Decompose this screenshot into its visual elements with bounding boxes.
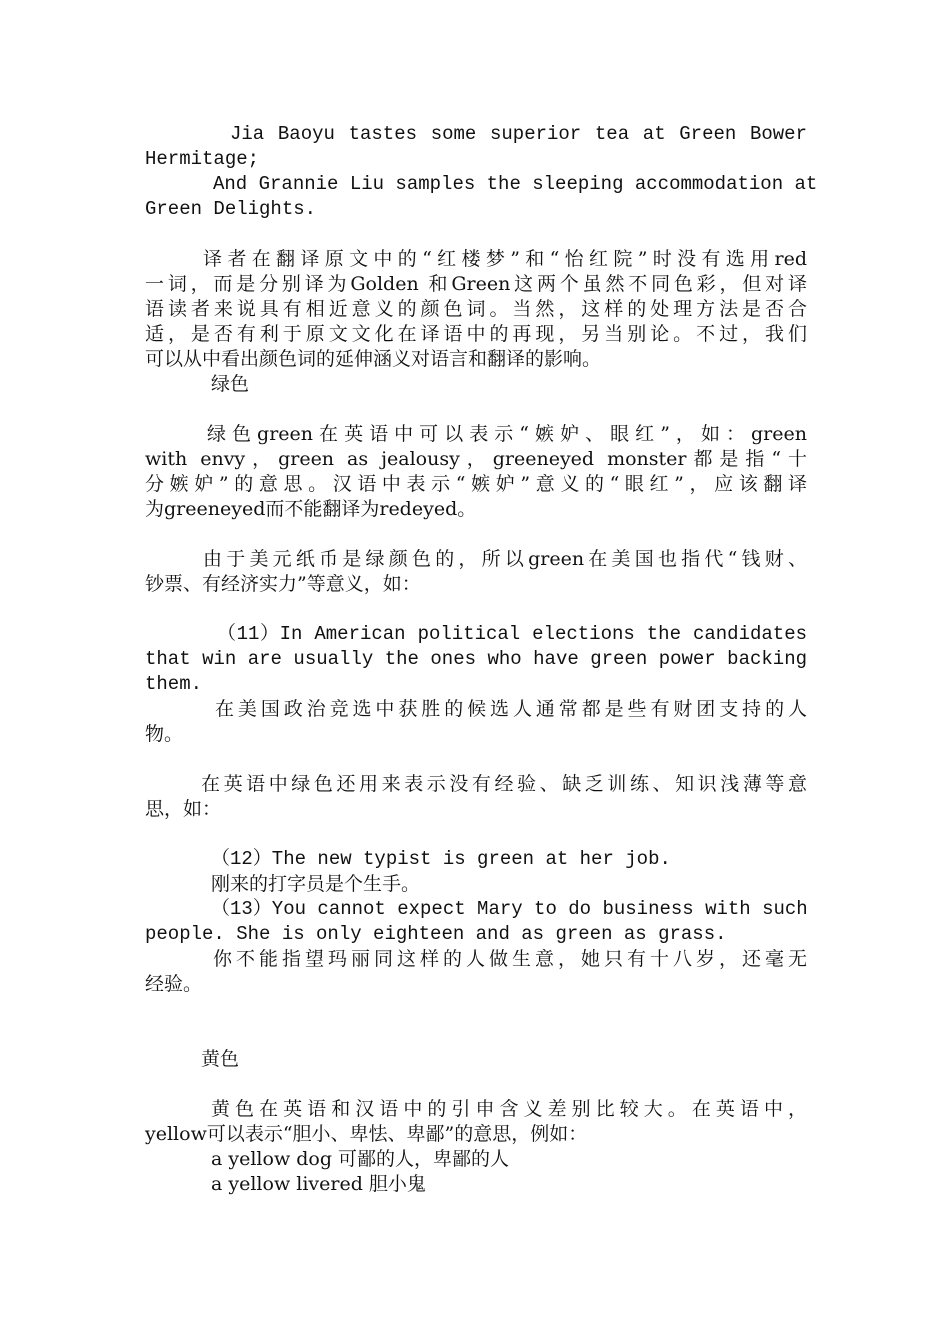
blank-line bbox=[145, 1072, 807, 1097]
text-line: Jia Baoyu tastes some superior tea at Green Bower bbox=[230, 123, 807, 145]
text-line: 可以从中看出颜色词的延伸涵义对语言和翻译的影响。 bbox=[145, 348, 602, 370]
blank-line bbox=[145, 747, 807, 772]
text-line: that win are usually the ones who have green power backing bbox=[145, 648, 807, 670]
text-line: And Grannie Liu samples the sleeping accommodation at bbox=[213, 173, 818, 195]
text-line: 在美国政治竞选中获胜的候选人通常都是些有财团支持的人 bbox=[215, 698, 807, 720]
text-line: 译者在翻译原文中的“红楼梦”和“怡红院”时没有选用red bbox=[203, 248, 807, 270]
blank-line bbox=[145, 822, 807, 847]
text-line: （12）The new typist is green at her job. bbox=[211, 848, 671, 870]
blank-line bbox=[145, 997, 807, 1047]
blank-line bbox=[145, 522, 807, 547]
blank-line bbox=[145, 222, 807, 247]
section-heading: 黄色 bbox=[201, 1048, 240, 1070]
text-line: 由于美元纸币是绿颜色的，所以green在美国也指代“钱财、 bbox=[203, 548, 807, 570]
text-line: 物。 bbox=[145, 723, 184, 745]
text-line: 钞票、有经济实力”等意义，如： bbox=[145, 573, 421, 595]
text-line: 在英语中绿色还用来表示没有经验、缺乏训练、知识浅薄等意 bbox=[201, 773, 807, 795]
text-line: 刚来的打字员是个生手。 bbox=[211, 873, 421, 895]
blank-line bbox=[145, 397, 807, 422]
section-heading: 绿色 bbox=[211, 373, 250, 395]
text-line: 你不能指望玛丽同这样的人做生意，她只有十八岁，还毫无 bbox=[213, 948, 807, 970]
text-line: 为greeneyed而不能翻译为redeyed。 bbox=[145, 498, 477, 520]
text-line: 黄色在英语和汉语中的引申含义差别比较大。在英语中， bbox=[211, 1098, 807, 1120]
text-line: yellow可以表示“胆小、卑怯、卑鄙”的意思，例如： bbox=[145, 1123, 588, 1145]
text-line: with envy，green as jealousy，greeneyed monster都是指“十 bbox=[145, 448, 807, 470]
text-line: Green Delights. bbox=[145, 198, 317, 220]
text-line: a yellow dog 可鄙的人，卑鄙的人 bbox=[211, 1148, 510, 1170]
text-line: 绿色green在英语中可以表示“嫉妒、眼红”，如：green bbox=[207, 423, 807, 445]
text-line: a yellow livered 胆小鬼 bbox=[211, 1173, 426, 1195]
document-body bbox=[145, 122, 818, 1197]
text-line: 思，如： bbox=[145, 798, 222, 820]
text-line: Hermitage; bbox=[145, 148, 260, 170]
text-line: people. She is only eighteen and as green as grass. bbox=[145, 923, 727, 945]
text-line: 分嫉妒”的意思。汉语中表示“嫉妒”意义的“眼红”，应该翻译 bbox=[145, 473, 807, 495]
text-line: 经验。 bbox=[145, 973, 203, 995]
text-line: 语读者来说具有相近意义的颜色词。当然，这样的处理方法是否合 bbox=[145, 298, 807, 320]
text-line: them. bbox=[145, 673, 203, 695]
blank-line bbox=[145, 597, 807, 622]
text-line: 一词，而是分别译为Golden 和Green这两个虽然不同色彩，但对译 bbox=[145, 273, 807, 295]
text-line: 适，是否有利于原文文化在译语中的再现，另当别论。不过，我们 bbox=[145, 323, 807, 345]
text-line: （11）In American political elections the candidates bbox=[217, 623, 807, 645]
text-line: （13）You cannot expect Mary to do business with such bbox=[211, 898, 808, 920]
